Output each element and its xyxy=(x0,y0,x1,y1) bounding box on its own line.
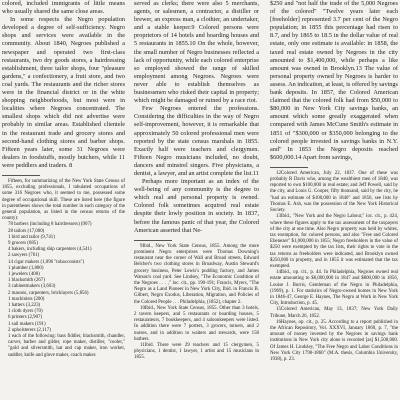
footnote-list-item: 6 printers (2,907) xyxy=(8,315,43,321)
footnote: 9Ibid., New York State Census, 1855. Among the more prominent Negro enterprises were Thomas Downing's restaurant near the corner of Wall and Broad streets, Edward Belcher's two clothing stores in Broadway, Austin Steward's grocery business, Peter Lewis's pudding factory, and James Watson's coal yard. See Lindsey, "The Economic Condition of the Negroes . . . ," loc. cit., pp. 190-191; Francis, Myers, "The Negro as a Land Pioneer in New York City, Ibid. in Francis B. Gilbert, Negro Exodus, Liberation, Migration, and Policies of the Colored People . . . Philadelphia, (1852), chapter 2. xyxy=(134,243,259,305)
paragraph: served as clerks; there were also 5 merchants, agents, or salesmen, a contractor, a distiller or brewer, an express man, a clothier, an undertaker, and a stable keeper.9 Colored persons were proprietors of 14 hotels and boarding houses and 5 restaurants in 1855.10 On the whole, however, the small number of Negro businesses reflected a lack of opportunity, while each colored enterprise so employed showed the range of skilled employment among Negroes. Negroes were never able to establish themselves as businessmen who risked their capital in property; which might be damaged or ruined by a race riot. xyxy=(134,0,259,105)
footnote: 12Colored American, July 22, 1837. One of these was probably R Davis who, among the wealthiest men of 1840, was reported to own $100,000 in real estate; and Jeff Powell, said by the city, and Louis G. Cooper, fifty thousand, said by the city, he "had an estimate of $100,000 in 1840" and 1856, see lists by Thomas E. Ash, was the possession of the New York Historical Society. xyxy=(270,170,398,214)
column-right xyxy=(270,0,398,400)
footnote-list-item: 3 cabinetmakers (3,603) xyxy=(8,284,56,290)
footnote-list-item: 2 masons, carpenters, bricklayers (5,856) xyxy=(8,290,89,296)
footnote-rule xyxy=(2,175,40,176)
footnote: 15Colored American, May 13, 1837; New York Daily Tribune, March 26, 1852. xyxy=(270,307,398,319)
footnotes-right xyxy=(270,171,398,363)
footnote-list-item: 14 cigar makers (1,096 "tobacconists") xyxy=(8,259,85,265)
footnotes-middle xyxy=(134,244,259,362)
footnote-list-item: 1 sail makers (191) xyxy=(8,321,46,327)
paragraph: $250 and "not half the trade of the 5,000 Negroes of the colored" "Twelve years later each [freeholder] represented 3.7 per cent of the Negro population; in 1855 this percentage had risen to 8.7, and by 1865 to 18.5 in the dollar value of real estate, only one estimate is available: in 1858, the taxed real estate owned by Negroes in the city amounted to $1,400,000, while perhaps a like amount was owned in Brooklyn.13 The value of personal property owned by Negroes is harder to assess. An indication, at least, is offered by savings bank deposits. In 1857, the Colored American claimed that the colored folk had from $50,000 to $80,000 in New York City savings banks, an amount which some greatly exaggerated when compared with James McCune Smith's estimate in 1851 of "$300,000 or $350,000 belonging to the colored people invested in savings banks in N.Y. and" In 1853 the Negro deposits reached $600,000.14 Apart from savings, xyxy=(270,0,398,161)
footnote-list-item: 1 cloth dyers (70) xyxy=(8,309,43,315)
footnote: 10Ibid., New York State Census, 1855. Other than 3 hotels, 2 tavern keepers, and 5 restaurants or boarding houses, 5 restaurateurs, 7 bookkeepers, and 4 saloonkeepers were listed. In addition there were 7 porters, 3 grocers, turners, and 2 nurses, and in addition to waiters and stewards, were 158 barbers. xyxy=(134,305,259,342)
footnote-list-item: 9 grocers (685) xyxy=(8,241,38,246)
paragraph: Few Negroes entered the professions. Considering the difficulties in the way of Negro self-improvement, however, it is remarkable that approximately 50 colored professional men were reported by the state census marshals in 1855. Exactly half were teachers and clergymen. Fifteen Negro musicians included, no doubt, dancers and minstrel singers. Five physicians, a dentist, a lawyer, and an artist complete the list.11 xyxy=(134,105,259,177)
footnote-list-item: 78 barbers (including 8 hairdressers) (907) xyxy=(8,222,92,228)
footnote: 13Ibid., "New York and the Negro Labour," loc. cit., p. 424, where these figures apply to the tax assessment of the taxpayers of the city at one time. Also Negro property was held by whites, tax exemption, for colored persons, and also "Free and Colored Ebenezer" $1,000,000 in 1855; Negro freeholders in the value of $250 were exempted by the tax lists, their rights to vote in the tax returns as freeholders were indicated, and Brooklyn owned $250,000 in property, and in 1855 it was estimated that the tax exempted. xyxy=(270,214,398,269)
footnote-list-item: 1 machinists (200) xyxy=(8,296,45,302)
footnote: 14Ibid., op. cit., p. 44. In Philadelphia, Negroes owned real estate amounting to $6,000,000 in 1847 and $800,000 in 1856, Louise J. Burris, Gentleman of the Negro in Philadelphia, (1969), p. 1. For statistics of Negro-owned homes in New York in 1846-47, George E. Haynes, The Negro at Work in New York City, Introduction, p. 45. xyxy=(270,270,398,307)
column-left xyxy=(2,0,125,400)
footnote-list-item: 28 tailors (17,000) xyxy=(8,228,45,234)
paragraph: colored, included immigrants of little means who usually shared the same close areas. xyxy=(2,0,125,16)
footnote: 11Ibid. There were 29 teachers and 15 clergymen, 5 physicians, 1 dentist, 1 lawyer, 1 artist and 15 musicians in 1855. xyxy=(134,342,259,361)
footnote-list-item: 4 bakers, including ship carpenters (4,541) xyxy=(8,247,92,253)
body-text-right xyxy=(270,0,398,162)
body-text-middle xyxy=(134,0,259,235)
footnote-list-item: 2 upholsterers (2,117) xyxy=(8,327,51,333)
paragraph: Perhaps more important as an index of the well-being of any community is the degree to which real and personal property is owned. Colored folk sometimes acquired real estate despite their lowly position in society. In 1837, before the famous panic of that year, the Colored American asserted that Ne- xyxy=(134,178,259,234)
footnote-rule xyxy=(270,167,308,168)
footnote-list-item: 1 plumber (1,800) xyxy=(8,265,44,271)
footnotes-left xyxy=(2,179,125,359)
footnote-list-item: 1 bird and tailor (9,741) xyxy=(8,234,55,240)
column-middle xyxy=(134,0,259,400)
footnote-list-item: 1 blacksmith (267) xyxy=(8,278,45,284)
footnote-list-item: 1 each of the following: bass fiddler, blacksmith, chandler, carver, barber and gilder, rope maker, distiller, "cooler," "gold and silversmith, hat and cap maker, iron worker, saddler, knife and glove maker, coach maker. xyxy=(8,334,125,358)
body-text-left xyxy=(2,0,125,170)
footnote: 16Haynes, op. cit., p. 25. According to a report published in the African Repository, Vol. XXXVI, January 1860, p. 7, "the amount of money invested by the Negroes in savings bank institutions in New York city alone is recorded [as] $1,500,000. Of James H. Lindsley, "The Free Negro and Labor Conditions in New York City 1790-1860" (M.A. thesis, Columbia University, 1938), p. 23. xyxy=(270,319,398,362)
footnote-list-item: 1 hatters (3,223) xyxy=(8,303,41,309)
paragraph: In some respects the Negro population developed a degree of self-sufficiency. Negro shops and services were available in the community. About 1840, Negroes published a newspaper and operated two first-class restaurants, two dry goods stores, a hairdressing establishment, three tailor shops, four "pleasure gardens," a confectionery, a fruit store, and two coal yards. The restaurants and the richer stores were in the financial district or in the white shopping neighborhoods, but most were in localities where Negroes concentrated. The smallest shops which did not advertise were probably in similar areas. Established clientele in the restaurant trade and grocery stores and second-hand clothing stores and barber shops. Fifteen years later, some 31 Negroes were dealers in foodstuffs, mostly butchers, while 11 were peddlers and traders. 8 xyxy=(2,16,125,169)
footnote-list-item: 1 jewelers (400) xyxy=(8,272,40,278)
footnote-list-item: 2 sawyers (761) xyxy=(8,253,40,259)
footnote: Fifteen, for summarizing of the New York State Census of 1855, excluding professionals, I tabulated occupations of some 316 Negroes who, it seemed to me, possessed some degree of occupational skill. These are listed here (the figure in parentheses shows the total number in each category of the general population, as listed in the census returns of the county): xyxy=(2,178,125,222)
footnote-rule xyxy=(134,240,172,241)
